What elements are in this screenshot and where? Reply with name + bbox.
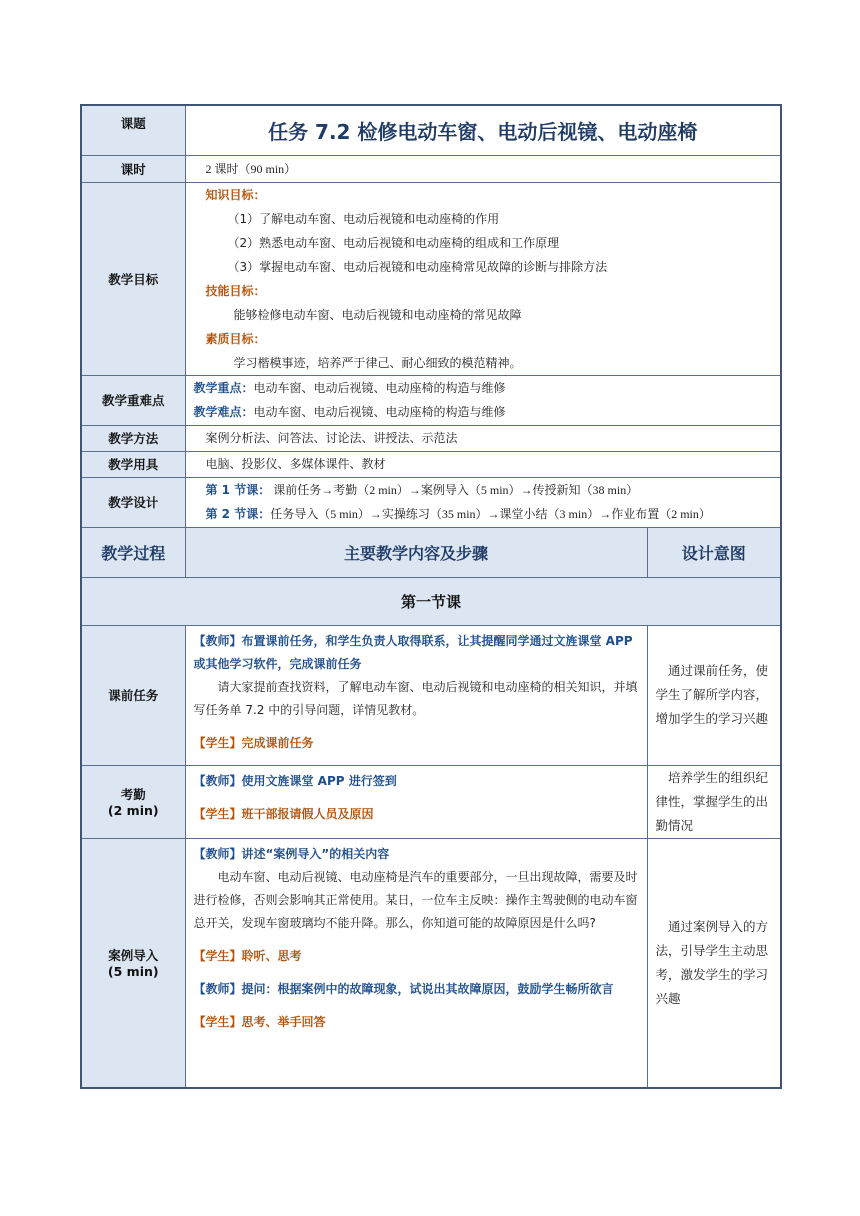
- section-title: 第一节课: [81, 577, 781, 625]
- design-2-label: 第 2 节课：: [205, 507, 271, 521]
- hard-label: 教学难点：: [193, 405, 254, 419]
- skill-text: 能够检修电动车窗、电动后视镜和电动座椅的常见故障: [233, 307, 522, 322]
- row-intent: 培养学生的组织纪律性，掌握学生的出勤情况: [647, 765, 781, 838]
- tools-label: 教学用具: [81, 451, 185, 477]
- row-label: [81, 838, 185, 1088]
- teacher-step: 【教师】讲述“案例导入”的相关内容: [193, 846, 390, 861]
- step-paragraph: 请大家提前查找资料，了解电动车窗、电动后视镜和电动座椅的相关知识，并填写任务单 7.2 中的引导问题，详情见教材。: [193, 679, 638, 717]
- row-label: [81, 765, 185, 838]
- row-content: [185, 838, 647, 1088]
- design-content: [185, 477, 781, 527]
- row-intent: 通过课前任务，使学生了解所学内容，增加学生的学习兴趣: [647, 625, 781, 765]
- knowledge-item: （3）掌握电动车窗、电动后视镜和电动座椅常见故障的诊断与排除方法: [227, 259, 608, 274]
- teacher-step: 【教师】提问：根据案例中的故障现象，试说出其故障原因，鼓励学生畅所欲言: [193, 981, 614, 996]
- content-col-header: 主要教学内容及步骤: [185, 527, 647, 577]
- intent-col-header: 设计意图: [647, 527, 781, 577]
- design-1-text: 课前任务→考勤（2 min）→案例导入（5 min）→传授新知（38 min）: [270, 483, 639, 497]
- design-2-text: 任务导入（5 min）→实操练习（35 min）→课堂小结（3 min）→作业布置（2 min）: [270, 507, 711, 521]
- difficulty-label: 教学重难点: [81, 375, 185, 425]
- key-text: 电动车窗、电动后视镜、电动座椅的构造与维修: [253, 381, 506, 395]
- hard-text: 电动车窗、电动后视镜、电动座椅的构造与维修: [253, 405, 506, 419]
- row-label-duration: (2 min): [107, 803, 159, 818]
- hours-label: 课时: [81, 155, 185, 182]
- lesson-plan-table: [80, 104, 782, 1089]
- row-label-text: 课前任务: [108, 688, 159, 703]
- teacher-step: 【教师】布置课前任务，和学生负责人取得联系，让其提醒同学通过文旌课堂 APP 或其他学习软件，完成课前任务: [193, 633, 633, 671]
- tools-text: 电脑、投影仪、多媒体课件、教材: [185, 451, 781, 477]
- knowledge-item: （1）了解电动车窗、电动后视镜和电动座椅的作用: [227, 211, 500, 226]
- student-step: 【学生】聆听、思考: [193, 948, 302, 963]
- design-1-label: 第 1 节课：: [205, 483, 271, 497]
- student-step: 【学生】完成课前任务: [193, 735, 314, 750]
- row-label-text: 考勤: [120, 787, 146, 802]
- row-label-duration: (5 min): [107, 964, 159, 980]
- row-content: [185, 765, 647, 838]
- student-step: 【学生】思考、举手回答: [193, 1014, 326, 1029]
- difficulty-content: [185, 375, 781, 425]
- skill-label: 技能目标：: [205, 283, 266, 298]
- topic-label: 课题: [81, 105, 185, 155]
- row-content: [185, 625, 647, 765]
- design-label: 教学设计: [81, 477, 185, 527]
- hours-value: 2 课时（90 min）: [185, 155, 781, 182]
- row-intent: 通过案例导入的方法，引导学生主动思考，激发学生的学习兴趣: [647, 838, 781, 1088]
- row-label-text: 案例导入: [108, 948, 159, 964]
- knowledge-item: （2）熟悉电动车窗、电动后视镜和电动座椅的组成和工作原理: [227, 235, 560, 250]
- method-text: 案例分析法、问答法、讨论法、讲授法、示范法: [185, 425, 781, 451]
- quality-label: 素质目标：: [205, 331, 266, 346]
- knowledge-label: 知识目标：: [205, 187, 266, 202]
- row-label: [81, 625, 185, 765]
- teacher-step: 【教师】使用文旌课堂 APP 进行签到: [193, 773, 397, 788]
- student-step: 【学生】班干部报请假人员及原因: [193, 806, 374, 821]
- method-label: 教学方法: [81, 425, 185, 451]
- process-col-header: 教学过程: [81, 527, 185, 577]
- quality-text: 学习楷模事迹，培养严于律己、耐心细致的模范精神。: [233, 355, 522, 370]
- step-paragraph: 电动车窗、电动后视镜、电动座椅是汽车的重要部分，一旦出现故障，需要及时进行检修，否则会影响其正常使用。某日，一位车主反映：操作主驾驶侧的电动车窗总开关，发现车窗玻璃均不能升降。那么，你知道可能的故障原因是什么吗?: [193, 869, 638, 930]
- key-label: 教学重点：: [193, 381, 254, 395]
- page-title: 任务 7.2 检修电动车窗、电动后视镜、电动座椅: [185, 105, 781, 155]
- goals-label: 教学目标: [81, 182, 185, 375]
- goals-content: [185, 182, 781, 375]
